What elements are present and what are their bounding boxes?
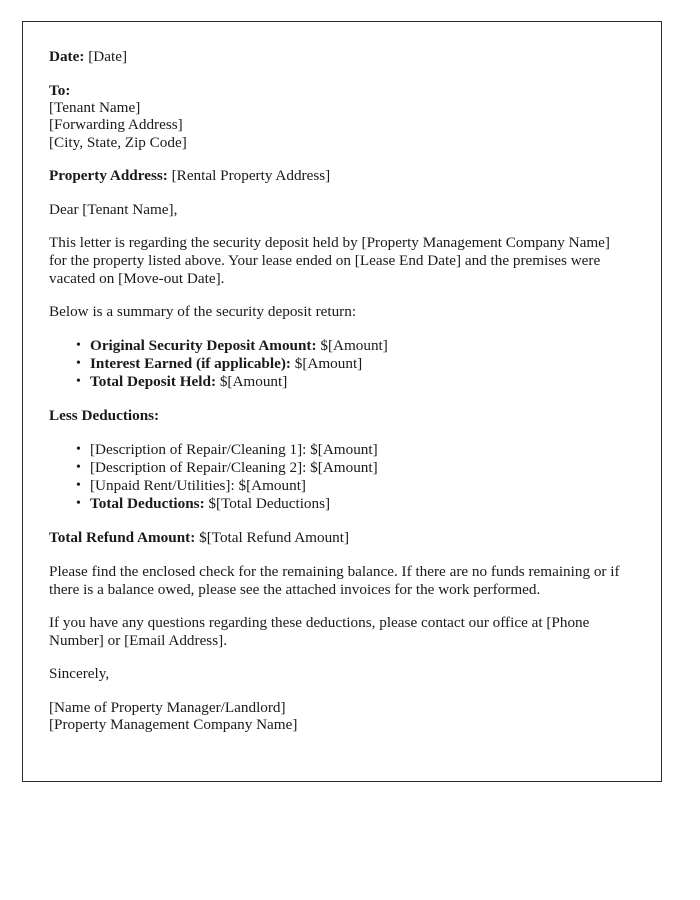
spacer <box>49 287 624 303</box>
deduction-item-value: $[Amount] <box>310 441 378 459</box>
deduction-item-value: $[Amount] <box>310 459 378 477</box>
letter-content <box>23 22 661 754</box>
letter-border-frame <box>22 21 662 782</box>
recipient-line-1: [Tenant Name] <box>49 99 141 116</box>
recipient-line-3: [City, State, Zip Code] <box>49 133 187 151</box>
recipient-line-2: [Forwarding Address] <box>49 116 183 134</box>
intro-paragraph: This letter is regarding the security deposit held by [Property Management Company Name] for the property listed above. Your lease ended on [Lease End Date] and the premises were vacated on [Move-out Date]. <box>49 234 610 287</box>
closing-paragraph-2: If you have any questions regarding these deductions, please contact our office at [Phone Number] or [Email Address]. <box>49 614 590 649</box>
total-refund-value: $[Total Refund Amount] <box>199 529 350 547</box>
salutation: Dear [Tenant Name], <box>49 200 178 218</box>
deductions-list <box>49 441 624 513</box>
spacer <box>49 185 624 201</box>
property-address-line <box>49 167 624 185</box>
date-value: [Date] <box>88 48 128 65</box>
spacer <box>49 513 624 529</box>
list-item <box>90 495 624 513</box>
deposit-item-label: Total Deposit Held: <box>90 372 217 390</box>
deposit-item-value: $[Amount] <box>294 354 363 372</box>
sign-off: Sincerely, <box>49 665 110 683</box>
spacer <box>49 649 624 665</box>
list-item <box>90 441 624 459</box>
total-refund-line <box>49 529 624 547</box>
deduction-item-label: [Unpaid Rent/Utilities]: <box>90 477 235 495</box>
summary-lead: Below is a summary of the security deposit return: <box>49 303 357 321</box>
list-item <box>90 477 624 495</box>
signature-line-2: [Property Management Company Name] <box>49 716 298 734</box>
list-item <box>90 355 624 373</box>
closing-paragraph-1: Please find the enclosed check for the remaining balance. If there are no funds remaining or if there is a balance owed, please see the attached invoices for the work performed. <box>49 562 620 598</box>
deposit-item-label: Interest Earned (if applicable): <box>90 354 291 372</box>
spacer <box>49 424 624 441</box>
total-refund-label: Total Refund Amount: <box>49 529 196 547</box>
deduction-item-label: [Description of Repair/Cleaning 1]: <box>90 441 307 459</box>
spacer <box>49 683 624 699</box>
deposit-item-value: $[Amount] <box>219 372 288 390</box>
date-label: Date: <box>49 48 85 65</box>
signature-block <box>49 699 624 734</box>
spacer <box>49 391 624 407</box>
property-address-value: [Rental Property Address] <box>171 167 331 185</box>
deduction-total-value: $[Total Deductions] <box>208 495 331 513</box>
signature-line-1: [Name of Property Manager/Landlord] <box>49 698 286 716</box>
date-line <box>49 48 624 66</box>
recipient-block <box>49 82 624 152</box>
spacer <box>49 321 624 337</box>
deposit-item-label: Original Security Deposit Amount: <box>90 336 317 354</box>
spacer <box>49 151 624 167</box>
deduction-item-value: $[Amount] <box>238 477 306 495</box>
list-item <box>90 337 624 355</box>
deduction-item-label: [Description of Repair/Cleaning 2]: <box>90 459 307 477</box>
deposit-summary-list <box>49 337 624 391</box>
deposit-item-value: $[Amount] <box>320 336 388 354</box>
spacer <box>49 66 624 82</box>
spacer <box>49 598 624 614</box>
list-item <box>90 459 624 477</box>
list-item <box>90 373 624 391</box>
deductions-heading: Less Deductions: <box>49 406 160 424</box>
recipient-label: To: <box>49 81 71 99</box>
spacer <box>49 547 624 563</box>
property-address-label: Property Address: <box>49 167 168 185</box>
deduction-total-label: Total Deductions: <box>90 495 205 513</box>
spacer <box>49 218 624 234</box>
